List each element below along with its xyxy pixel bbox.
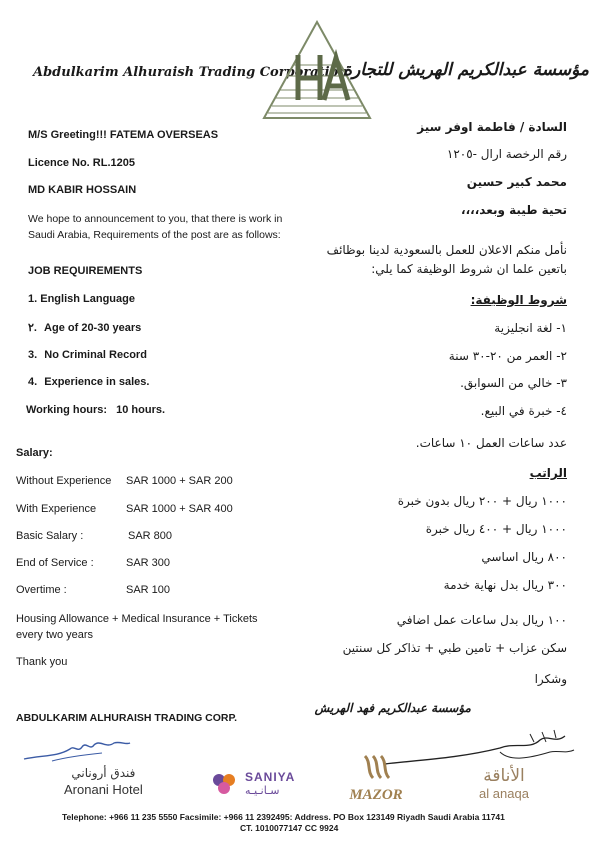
footer-contact-line: Telephone: +966 11 235 5550 Facsimile: +966 11 2392495: Address. PO Box 123149 Riyadh Saudi Arabia 11741: [62, 812, 505, 822]
salary-row-1: [16, 475, 233, 487]
job-requirements-title: JOB REQUIREMENTS: [28, 265, 143, 277]
intro-ar-1: نأمل منكم الاعلان للعمل بالسعودية لدينا بوظائف: [326, 243, 567, 257]
salary-label: With Experience: [16, 503, 97, 515]
greeting-ar: تحية طيبة وبعد،،،،: [461, 203, 567, 217]
intro-line-1: We hope to announcement to you, that there is work in: [28, 213, 283, 225]
salary-value: SAR 300: [126, 557, 171, 569]
requirement-1: [28, 293, 135, 305]
requirement-3: [28, 349, 147, 361]
requirement-num: ٢.: [28, 322, 37, 334]
benefits-line-1: Housing Allowance + Medical Insurance + Tickets: [16, 613, 258, 625]
requirement-4: [28, 376, 149, 388]
salary-ar-2: ١٠٠٠ ريال + ٤٠٠ ريال خبرة: [425, 522, 567, 536]
salary-value: SAR 100: [126, 584, 171, 596]
licence-ar: رقم الرخصة ارال -١٢٠٥: [446, 147, 567, 161]
benefits-line-2: every two years: [16, 629, 94, 641]
salary-label: Basic Salary :: [16, 530, 84, 542]
salary-ar-3: ٨٠٠ ريال اساسي: [481, 550, 567, 564]
salary-value: SAR 800: [128, 530, 173, 542]
salary-value: SAR 1000 + SAR 400: [126, 503, 233, 515]
anaqa-name-en: al anaqa: [479, 786, 529, 801]
anaqa-name-ar: الأناقة: [483, 766, 525, 786]
thanks-ar: وشكرا: [534, 672, 567, 686]
salary-row-2: [16, 503, 233, 515]
anaqa-logo: [458, 766, 550, 801]
requirement-2: [28, 321, 141, 334]
working-hours-value: 10 hours.: [116, 404, 166, 416]
requirement-num: 3.: [28, 349, 38, 361]
working-hours: [26, 404, 165, 416]
aronani-hotel-name-en: Aronani Hotel: [64, 782, 143, 797]
signature-company-en: ABDULKARIM ALHURAISH TRADING CORP.: [16, 712, 238, 724]
salary-label: End of Service :: [16, 557, 94, 569]
mazor-emblem-icon: [361, 752, 391, 782]
requirement-text: No Criminal Record: [44, 349, 147, 361]
licence-number: Licence No. RL.1205: [28, 157, 135, 169]
salary-title: Salary:: [16, 447, 53, 459]
job-requirements-title-ar: شروط الوظيفة:: [470, 293, 567, 307]
intro-line-2: Saudi Arabia, Requirements of the post are as follows:: [28, 229, 281, 241]
salary-value: SAR 1000 + SAR 200: [126, 475, 233, 487]
requirement-ar-1: ١- لغة انجليزية: [494, 321, 567, 335]
company-name-en: Abdulkarim Alhuraish Trading Corporation: [33, 65, 348, 80]
benefits-ar: سكن عزاب + تامين طبي + تذاكر كل سنتين: [342, 641, 567, 655]
working-hours-label: Working hours:: [26, 404, 108, 416]
greeting-line: M/S Greeting!!! FATEMA OVERSEAS: [28, 129, 219, 141]
footer-registration-line: CT. 1010077147 CC 9924: [240, 823, 339, 833]
requirement-text: Experience in sales.: [44, 376, 150, 388]
saniya-logo: [207, 770, 296, 798]
aronani-hotel-logo: [64, 766, 143, 797]
thank-you: Thank you: [16, 656, 68, 668]
aronani-hotel-name-ar: فندق أروناني: [71, 766, 136, 780]
requirement-num: 1.: [28, 293, 38, 305]
recipient-ar: السادة / فاطمة اوفر سيز: [417, 120, 567, 134]
saniya-name-en: SANIYA: [245, 770, 296, 784]
salary-row-5: [16, 584, 170, 596]
saniya-name-ar: سـانـيـه: [245, 784, 280, 797]
working-hours-ar: عدد ساعات العمل ١٠ ساعات.: [415, 436, 567, 450]
signature-left: [22, 735, 132, 770]
requirement-ar-3: ٣- خالي من السوابق.: [460, 376, 567, 390]
saniya-flower-icon: [207, 770, 243, 798]
salary-title-ar: الراتب: [529, 466, 567, 480]
mazor-name: MAZOR: [349, 787, 403, 803]
salary-label: Without Experience: [16, 475, 112, 487]
company-name-ar: مؤسسة عبدالكريم الهريش للتجارة: [343, 60, 589, 80]
salary-ar-4: ٣٠٠ ريال بدل نهاية خدمة: [443, 578, 567, 592]
salary-ar-5: ١٠٠ ريال بدل ساعات عمل اضافي: [396, 613, 567, 627]
salary-row-4: [16, 557, 170, 569]
requirement-ar-4: ٤- خبرة في البيع.: [480, 404, 567, 418]
recipient-name: MD KABIR HOSSAIN: [28, 184, 137, 196]
salary-label: Overtime :: [16, 584, 67, 596]
salary-row-3: [16, 530, 172, 542]
signature-company-ar: مؤسسة عبدالكريم فهد الهريش: [314, 701, 471, 715]
salary-ar-1: ١٠٠٠ ريال + ٢٠٠ ريال بدون خبرة: [397, 494, 567, 508]
intro-ar-2: باتعين علما ان شروط الوظيفة كما يلي:: [371, 262, 567, 276]
requirement-num: 4.: [28, 376, 38, 388]
handwritten-signature-left: [22, 735, 132, 765]
requirement-ar-2: ٢- العمر من ٢٠-٣٠ سنة: [448, 349, 567, 363]
name-ar: محمد كبير حسين: [466, 175, 567, 189]
mazor-logo: [340, 752, 412, 804]
requirement-text: English Language: [40, 293, 135, 305]
requirement-text: Age of 20-30 years: [44, 322, 142, 334]
